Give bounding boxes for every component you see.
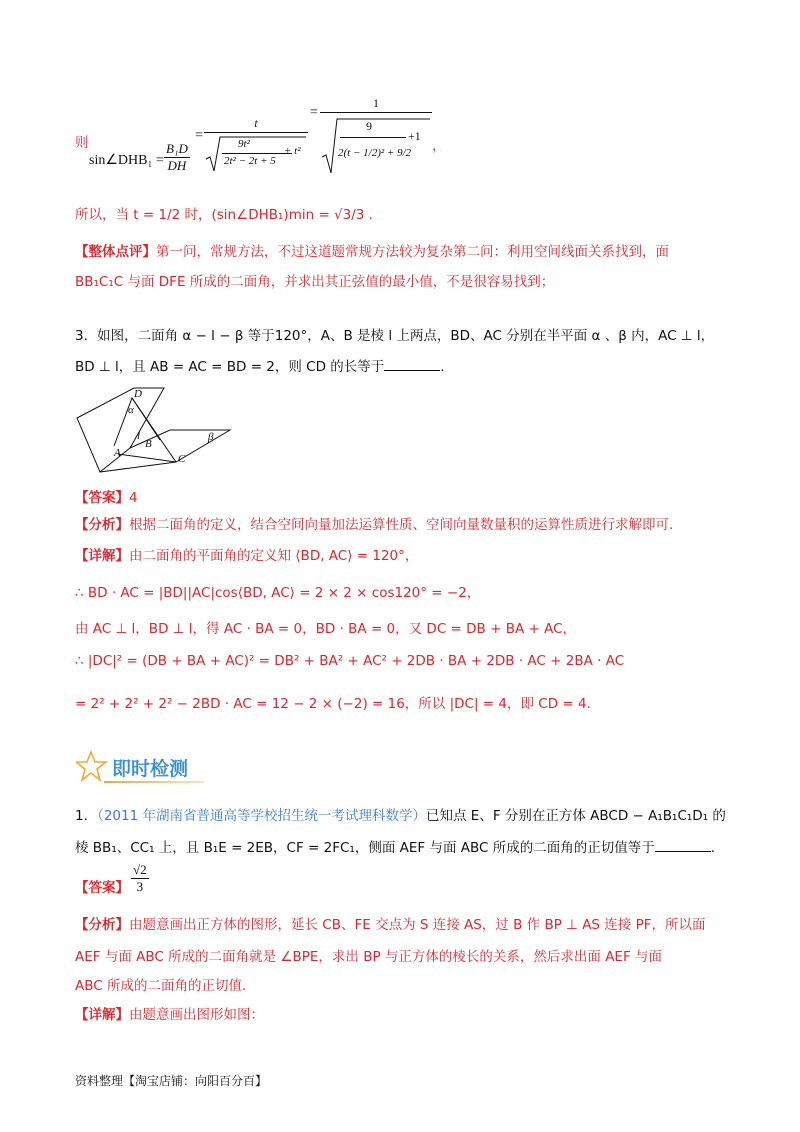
- q1-line-2-text: 棱 BB₁、CC₁ 上，且 B₁E = 2EB，CF = 2FC₁，侧面 AEF 与面 ABC 所成的二面角的正切值等于: [75, 840, 655, 856]
- q1-line-1: [75, 804, 726, 824]
- frac2-denominator: [204, 133, 308, 173]
- q1-detail: [75, 1003, 264, 1023]
- frac2-plus-t2: + t²: [284, 145, 301, 157]
- label-l: l: [137, 430, 141, 442]
- frac2: [204, 114, 308, 173]
- q1-analysis-tag: 【分析】: [75, 917, 129, 933]
- q3-line-1: 3．如图，二面角 α − l − β 等于120°，A、B 是棱 l 上两点，BD、AC 分别在半平面 α 、β 内，AC ⊥ l，: [75, 328, 715, 344]
- review-line-1: [75, 240, 669, 260]
- q1-analysis-2: AEF 与面 ABC 所成的二面角就是 ∠BPE，求出 BP 与正方体的棱长的关系，然后求出面 AEF 与面: [75, 949, 663, 965]
- q1-line-1-text: 已知点 E、F 分别在正方体 ABCD − A₁B₁C₁D₁ 的: [426, 808, 726, 824]
- q3-detail-5: = 2² + 2² + 2² − 2BD · AC = 12 − 2 × (−2) = 16，所以 |DC| = 4，即 CD = 4.: [75, 696, 591, 712]
- frac3-denominator: [320, 113, 432, 175]
- frac2-numerator: t: [204, 114, 308, 133]
- q1-number: 1．: [75, 808, 98, 824]
- dihedral-angle-figure: [74, 384, 236, 476]
- q3-detail-text-1: 由二面角的平面角的定义知 ⟨BD, AC⟩ = 120°，: [129, 548, 419, 564]
- label-d: D: [134, 388, 142, 400]
- q3-detail-2: ∴ BD · AC = |BD||AC|cos⟨BD, AC⟩ = 2 × 2 × cos120° = −2，: [75, 585, 481, 601]
- review-line-2: BB₁C₁C 与面 DFE 所成的二面角，并求出其正弦值的最小值，不是很容易找到；: [75, 274, 555, 290]
- label-a: A: [114, 447, 121, 459]
- q1-analysis-text-1: 由题意画出正方体的图形，延长 CB、FE 交点为 S 连接 AS，过 B 作 BP ⊥ AS 连接 PF，所以面: [129, 917, 706, 933]
- frac-b1d-dh: [164, 141, 190, 174]
- q1-period: .: [710, 840, 716, 856]
- frac1-numerator: B₁D: [166, 141, 188, 156]
- q1-answer-fraction: [131, 862, 149, 895]
- q3-detail-tag: 【详解】: [75, 548, 129, 564]
- label-alpha: α: [128, 404, 134, 416]
- label-b: B: [145, 438, 152, 450]
- frac3-inner-bar: [340, 137, 406, 138]
- q1-answer-denominator: 3: [136, 879, 144, 894]
- equals-sign-1: =: [195, 128, 203, 143]
- frac1-denominator: DH: [167, 158, 187, 173]
- q3-answer-blank: [384, 358, 440, 371]
- review-tag: 【整体点评】: [75, 244, 156, 260]
- q3-answer-value: 4: [129, 490, 138, 506]
- suoyi-line: 所以，当 t = 1/2 时，(sin∠DHB₁)min = √3/3 .: [75, 207, 373, 223]
- review-text-1: 第一问，常规方法，不过这道题常规方法较为复杂第二问：利用空间线面关系找到，面: [156, 244, 669, 260]
- frac3-numerator: 1: [320, 94, 432, 113]
- section-header: [76, 748, 206, 786]
- frac3-inner-num: 9: [366, 119, 372, 133]
- frac3-inner-den: 2(t − 1/2)² + 9/2: [338, 147, 412, 159]
- frac2-inner-num: 9t²: [238, 138, 250, 150]
- q1-detail-tag: 【详解】: [75, 1007, 129, 1023]
- q1-answer-numerator: √2: [133, 862, 147, 877]
- ze-label: 则: [75, 135, 89, 151]
- q3-detail-3: 由 AC ⊥ l，BD ⊥ l，得 AC · BA = 0，BD · BA = 0，又 DC = DB + BA + AC，: [75, 621, 577, 637]
- q3-answer: [75, 486, 138, 506]
- q3-answer-tag: 【答案】: [75, 490, 129, 506]
- q3-detail-1: [75, 544, 418, 564]
- q3-analysis-tag: 【分析】: [75, 517, 129, 533]
- q3-period: .: [440, 359, 445, 375]
- q1-line-2: [75, 836, 715, 856]
- frac2-inner-bar: [222, 153, 292, 154]
- frac2-inner-den: 2t² − 2t + 5: [224, 155, 276, 167]
- q3-line-2-text: BD ⊥ l，且 AB = AC = BD = 2，则 CD 的长等于: [75, 359, 385, 375]
- q1-answer-tag: 【答案】: [75, 880, 129, 896]
- label-beta: β: [208, 431, 214, 443]
- comma: ，: [432, 138, 446, 154]
- q3-line-2: [75, 355, 445, 375]
- q1-answer-blank: [655, 839, 711, 852]
- equals-sign-2: =: [310, 105, 318, 120]
- sqrt-sign-2: [320, 113, 432, 175]
- q1-answer: [75, 876, 129, 896]
- frac3-plus-one: +1: [408, 129, 421, 143]
- q1-analysis-1: [75, 913, 706, 933]
- q1-source: （2011 年湖南省普通高等学校招生统一考试理科数学）: [97, 808, 426, 824]
- frac3: [320, 94, 432, 175]
- q1-detail-text: 由题意画出图形如图：: [129, 1007, 264, 1023]
- q3-analysis-text: 根据二面角的定义，结合空间向量加法运算性质、空间向量数量积的运算性质进行求解即可.: [129, 517, 674, 533]
- section-title: 即时检测: [112, 758, 189, 780]
- footer-text: 资料整理【淘宝店铺：向阳百分百】: [75, 1074, 268, 1088]
- sin-lhs: sin∠DHB₁ =: [89, 153, 164, 168]
- q3-detail-4: ∴ |DC|² = (DB + BA + AC)² = DB² + BA² + AC² + 2DB · BA + 2DB · AC + 2BA · AC: [75, 653, 625, 669]
- q3-analysis: [75, 513, 673, 533]
- segment-ac: [118, 454, 176, 462]
- label-c: C: [178, 453, 186, 465]
- q1-analysis-3: ABC 所成的二面角的正切值.: [75, 978, 247, 994]
